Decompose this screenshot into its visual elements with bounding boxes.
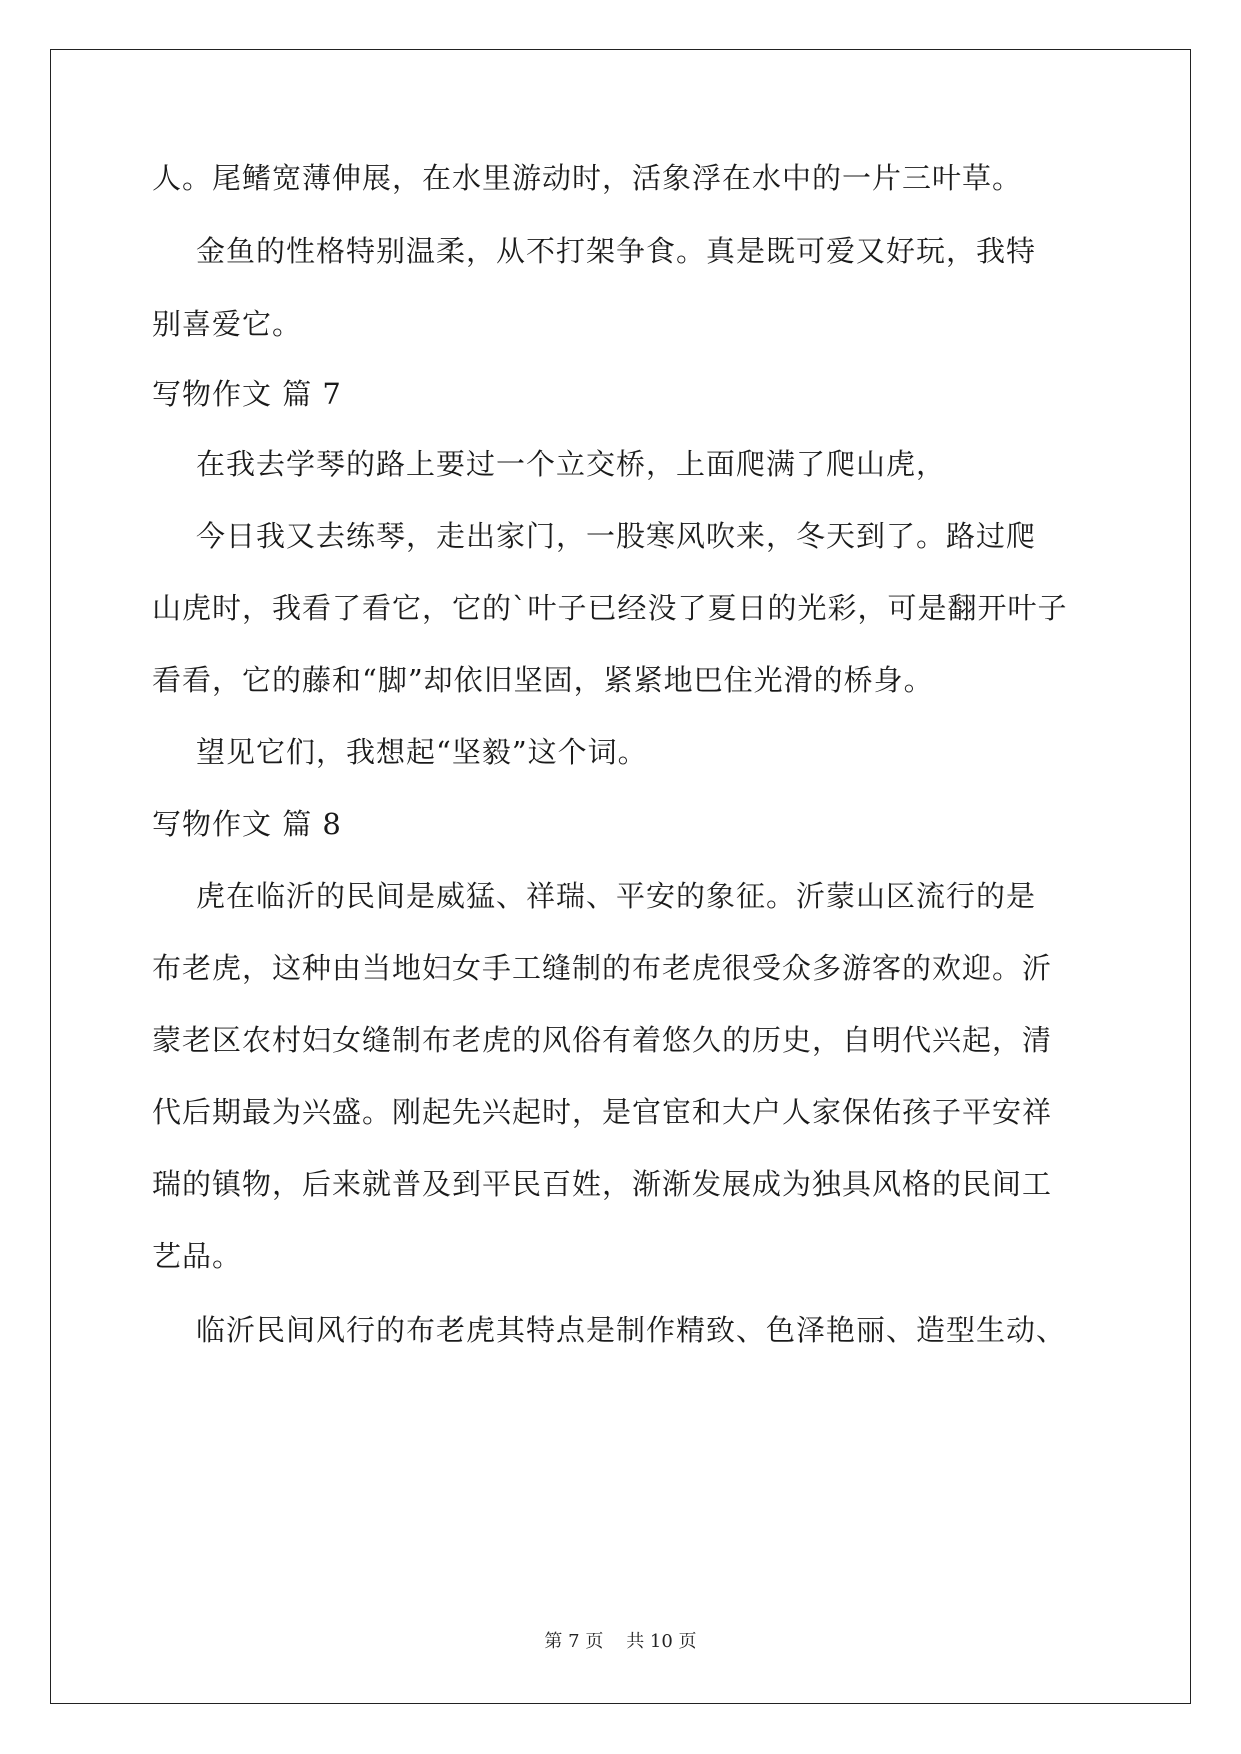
paragraph-line: 望见它们，我想起“坚毅”这个词。 xyxy=(196,735,648,769)
page-number-label: 第 7 页 共 10 页 xyxy=(544,1631,697,1652)
section-heading: 写物作文 篇 7 xyxy=(152,377,342,411)
page-frame xyxy=(50,49,1191,1704)
paragraph-line: 瑞的镇物，后来就普及到平民百姓，渐渐发展成为独具风格的民间工 xyxy=(152,1167,1053,1201)
paragraph-line: 别喜爱它。 xyxy=(152,307,303,341)
paragraph-line: 在我去学琴的路上要过一个立交桥，上面爬满了爬山虎， xyxy=(196,447,947,481)
section-heading: 写物作文 篇 8 xyxy=(152,807,342,841)
paragraph-line: 布老虎，这种由当地妇女手工缝制的布老虎很受众多游客的欢迎。沂 xyxy=(152,951,1053,985)
paragraph-line: 金鱼的性格特别温柔，从不打架争食。真是既可爱又好玩，我特 xyxy=(196,234,1037,268)
paragraph-line: 山虎时，我看了看它，它的`叶子已经没了夏日的光彩，可是翻开叶子 xyxy=(152,591,1068,625)
paragraph-line: 艺品。 xyxy=(152,1239,243,1273)
paragraph-line: 临沂民间风行的布老虎其特点是制作精致、色泽艳丽、造型生动、 xyxy=(196,1313,1067,1347)
page-footer xyxy=(0,1627,1241,1653)
paragraph-line: 虎在临沂的民间是威猛、祥瑞、平安的象征。沂蒙山区流行的是 xyxy=(196,879,1037,913)
paragraph-line: 代后期最为兴盛。刚起先兴起时，是官宦和大户人家保佑孩子平安祥 xyxy=(152,1095,1053,1129)
paragraph-line: 人。尾鳍宽薄伸展，在水里游动时，活象浮在水中的一片三叶草。 xyxy=(152,161,1023,195)
paragraph-line: 今日我又去练琴，走出家门，一股寒风吹来，冬天到了。路过爬 xyxy=(196,519,1037,553)
paragraph-line: 看看，它的藤和“脚”却依旧坚固，紧紧地巴住光滑的桥身。 xyxy=(152,663,934,697)
paragraph-line: 蒙老区农村妇女缝制布老虎的风俗有着悠久的历史，自明代兴起，清 xyxy=(152,1023,1053,1057)
